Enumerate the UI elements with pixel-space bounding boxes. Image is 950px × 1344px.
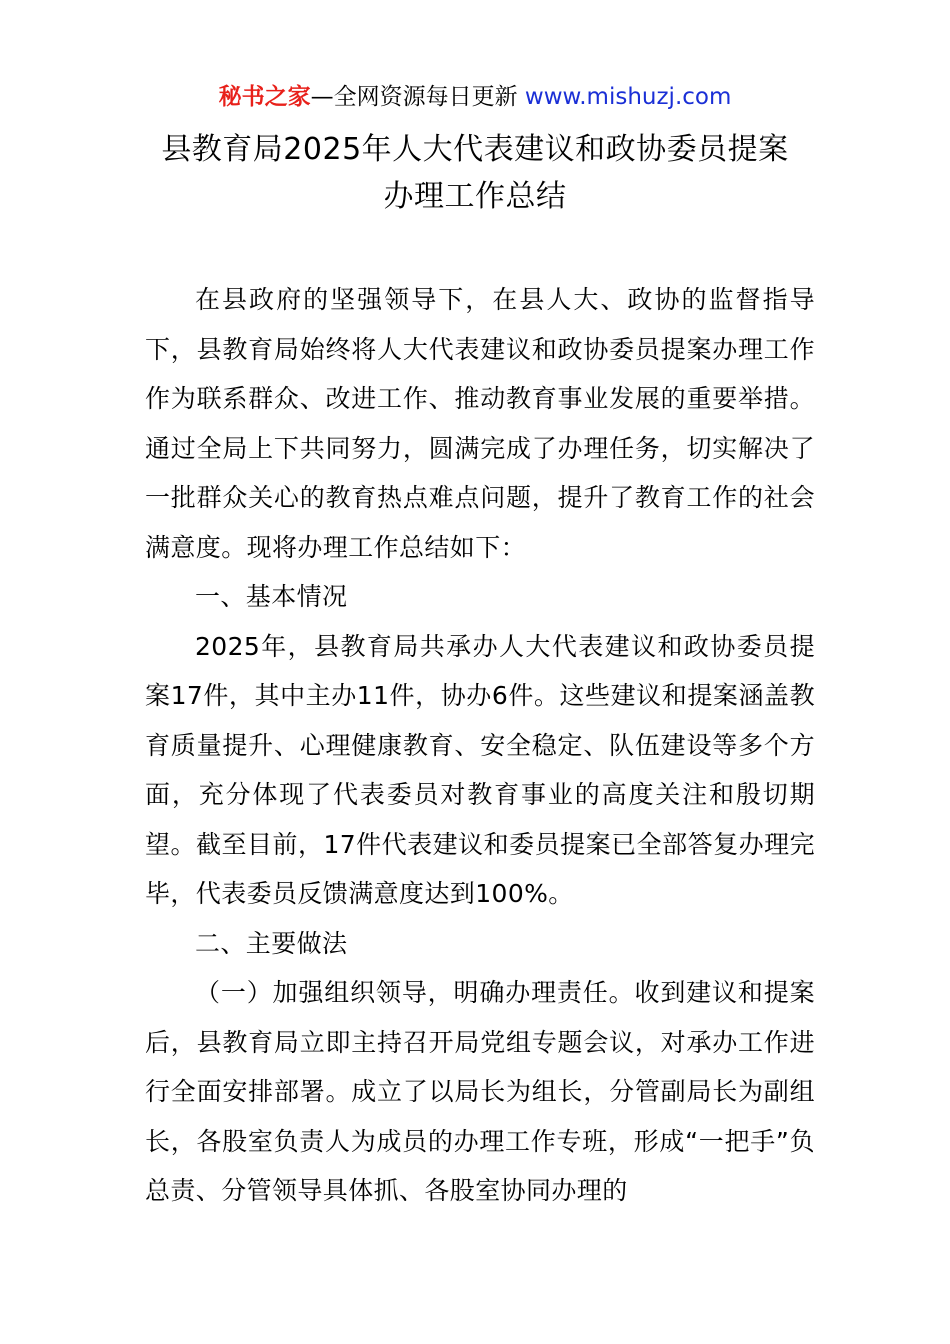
site-url-link[interactable]: www.mishuzj.com bbox=[524, 84, 732, 110]
paragraph-intro: 在县政府的坚强领导下，在县人大、政协的监督指导下，县教育局始终将人大代表建议和政协委员提案办理工作作为联系群众、改进工作、推动教育事业发展的重要举措。通过全局上下共同努力，圆满完成了办理任务，切实解决了一批群众关心的教育热点难点问题，提升了教育工作的社会满意度。现将办理工作总结如下： bbox=[145, 285, 815, 562]
header-tagline: —全网资源每日更新 bbox=[310, 84, 525, 110]
document-body bbox=[145, 275, 815, 1216]
paragraph-basic-situation: 2025年，县教育局共承办人大代表建议和政协委员提案17件，其中主办11件，协办6件。这些建议和提案涵盖教育质量提升、心理健康教育、安全稳定、队伍建设等多个方面，充分体现了代表委员对教育事业的高度关注和殷切期望。截至目前，17件代表建议和委员提案已全部答复办理完毕，代表委员反馈满意度达到100%。 bbox=[145, 631, 815, 908]
section-heading-methods: 二、主要做法 bbox=[195, 928, 348, 958]
brand-name: 秘书之家 bbox=[218, 84, 311, 110]
document-title-line-1: 县教育局2025年人大代表建议和政协委员提案 bbox=[161, 132, 789, 167]
document-title-line-2: 办理工作总结 bbox=[383, 179, 567, 214]
paragraph-method-1: （一）加强组织领导，明确办理责任。收到建议和提案后，县教育局立即主持召开局党组专题会议，对承办工作进行全面安排部署。成立了以局长为组长，分管副局长为副组长，各股室负责人为成员的办理工作专班，形成“一把手”负总责、分管领导具体抓、各股室协同办理的 bbox=[145, 978, 815, 1205]
site-header bbox=[0, 80, 950, 114]
section-heading-basic: 一、基本情况 bbox=[195, 582, 348, 611]
